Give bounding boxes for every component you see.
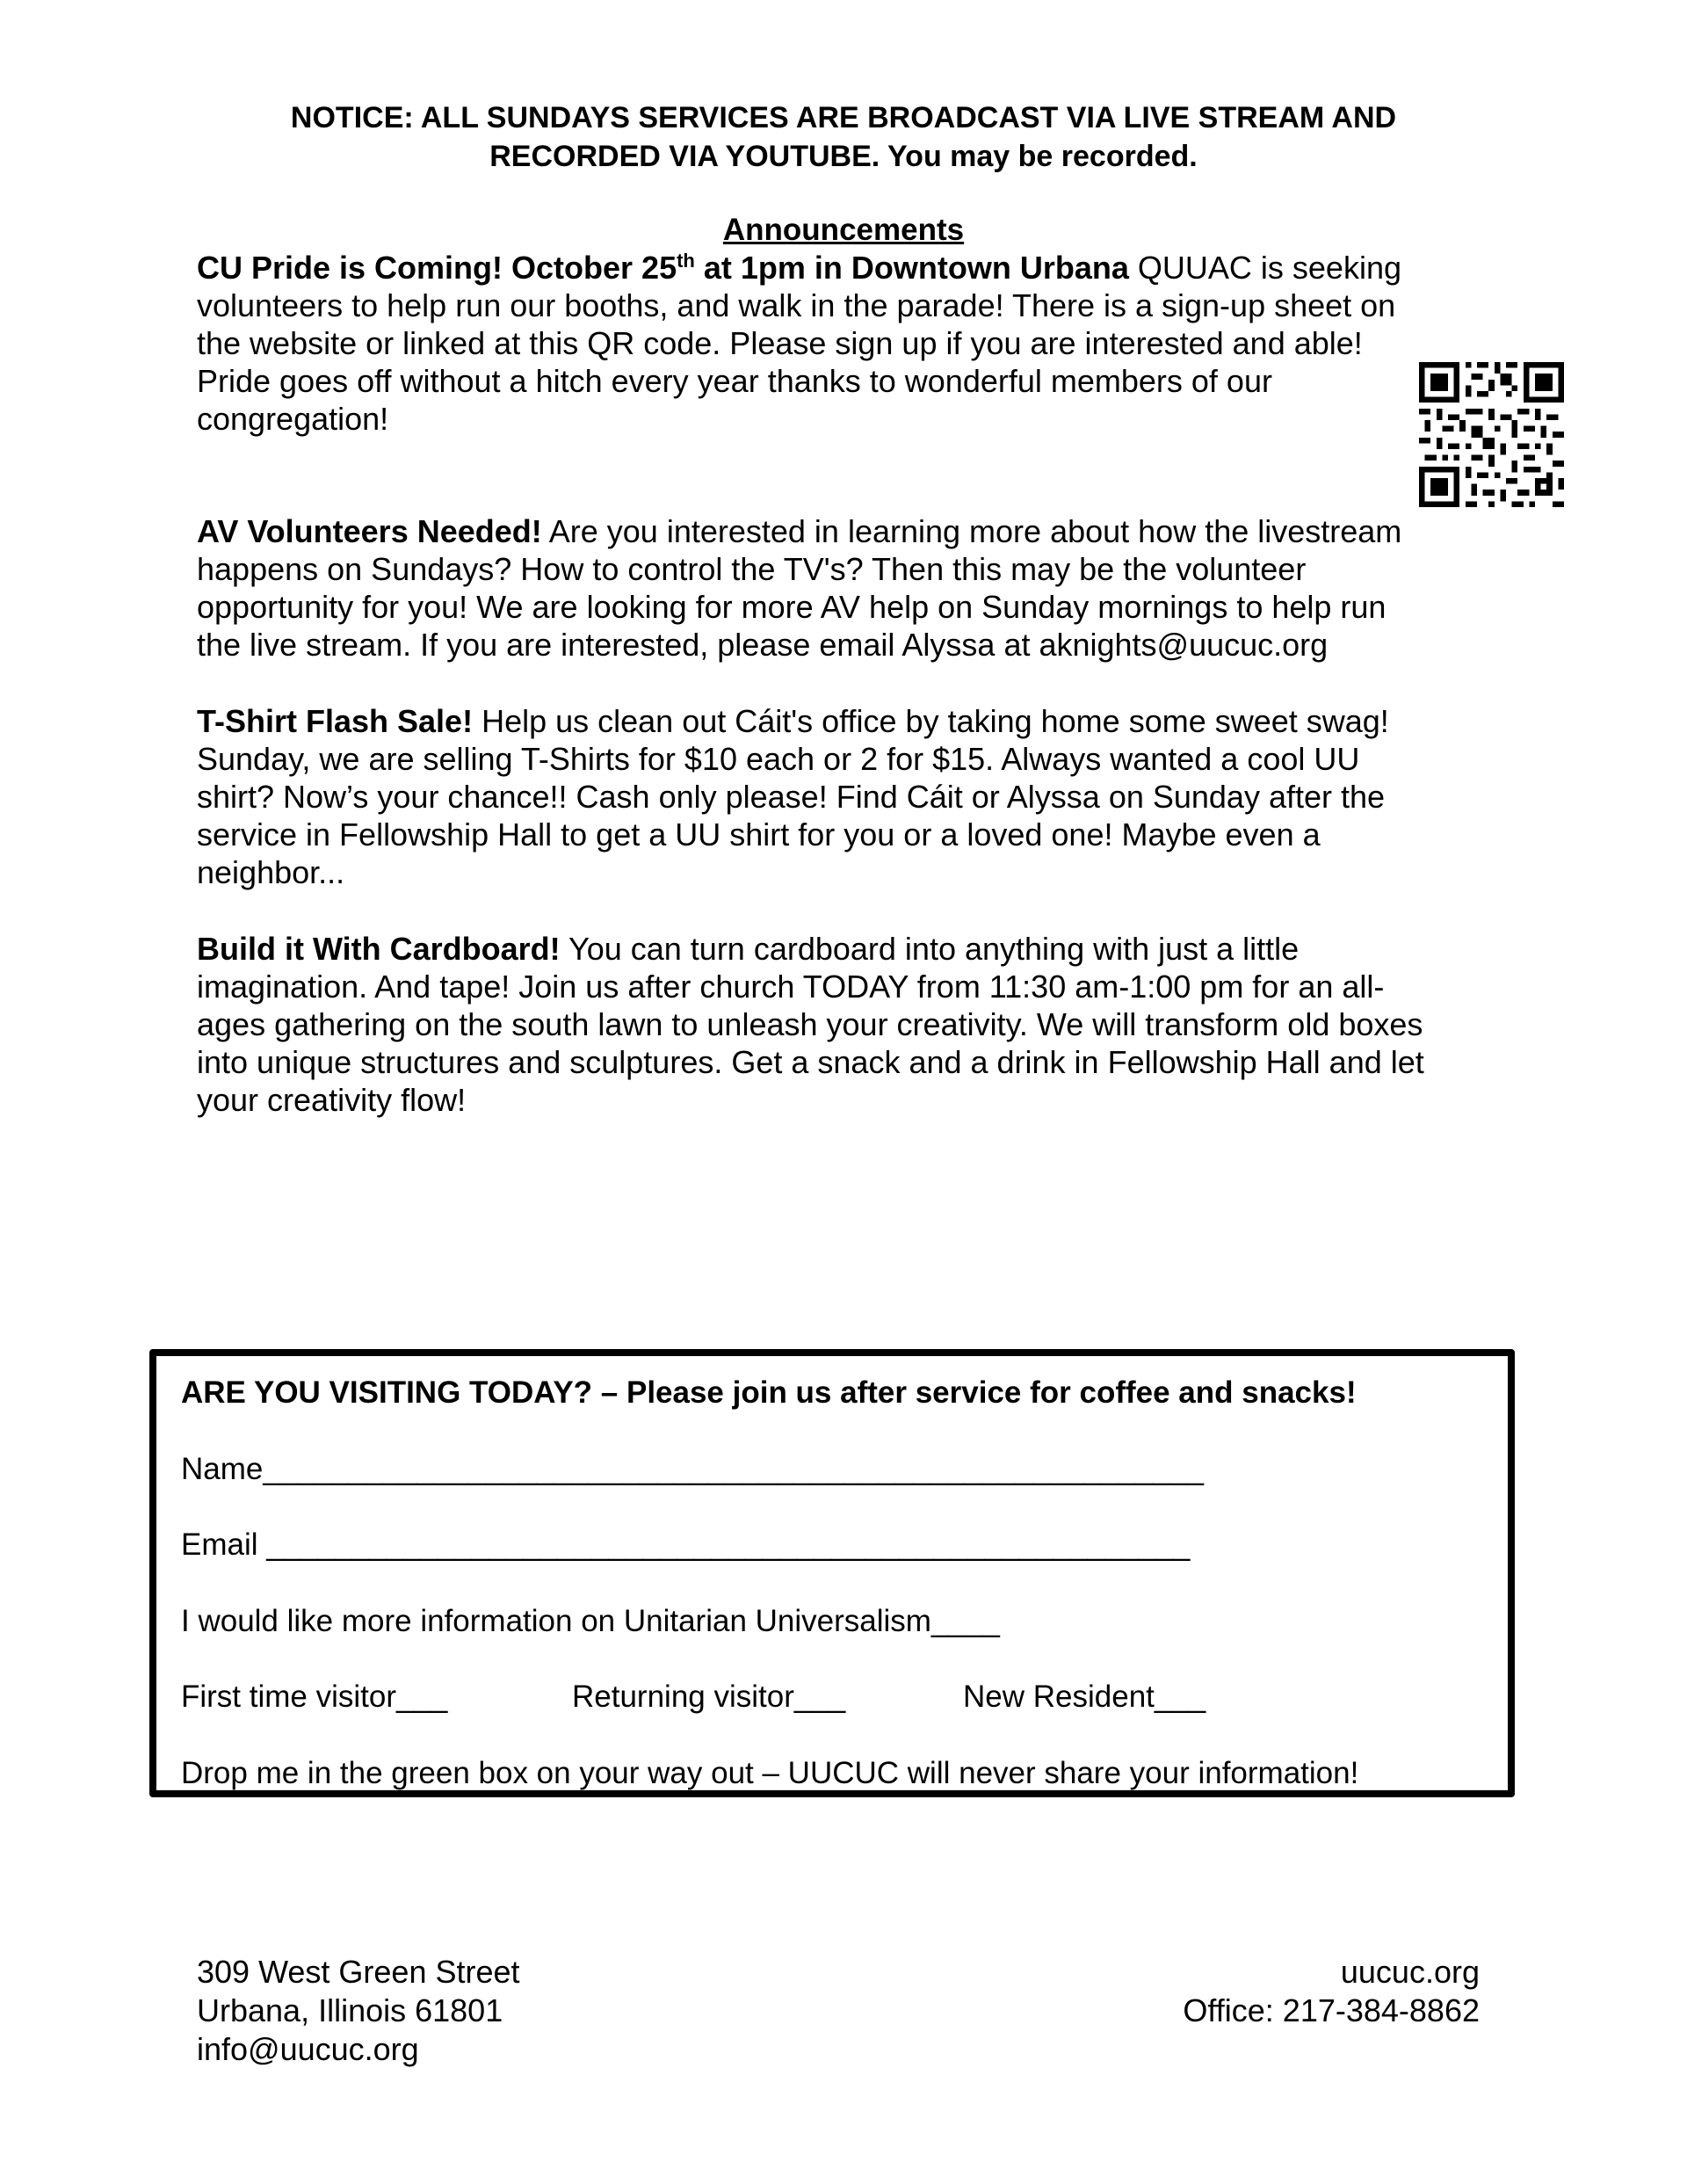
pride-title: CU Pride is Coming! October 25th at 1pm in Downtown Urbana <box>197 250 1129 286</box>
tshirt-title: T-Shirt Flash Sale! <box>197 703 474 739</box>
website-link[interactable]: uucuc.org <box>1340 1954 1480 1990</box>
notice-line-2: RECORDED VIA YOUTUBE. You may be recorded. <box>489 140 1198 173</box>
returning-visitor-field[interactable]: Returning visitor___ <box>572 1680 846 1714</box>
name-field[interactable]: Name_______________________________________________________ <box>181 1452 1204 1486</box>
pride-announcement: CU Pride is Coming! October 25th at 1pm in Downtown Urbana QUUAC is seeking volunteers to help run our booths, and walk in the parade! There is a sign-up sheet on the website or linked at this QR code. Please sign up if you are interested and able! Pride goes off without a hitch every year thanks to wonderful members of our congregation! <box>197 250 1401 437</box>
cardboard-title: Build it With Cardboard! <box>197 931 561 967</box>
new-resident-field[interactable]: New Resident___ <box>963 1680 1206 1714</box>
livestream-notice <box>176 98 1511 176</box>
office-phone: Office: 217-384-8862 <box>1183 1992 1480 2028</box>
email-field[interactable]: Email ______________________________________________________ <box>181 1527 1191 1562</box>
footer-contact <box>1183 1953 1480 2030</box>
notice-line-1: NOTICE: ALL SUNDAYS SERVICES ARE BROADCAST VIA LIVE STREAM AND <box>290 101 1397 134</box>
av-volunteers-announcement: AV Volunteers Needed! Are you interested in learning more about how the livestream happens on Sundays? How to control the TV's? Then this may be the volunteer opportunity for you! We are looking for more AV help on Sunday mornings to help run the live stream. If you are interested, please email Alyssa at aknights@uucuc.org <box>197 513 1402 663</box>
drop-box-note: Drop me in the green box on your way out – UUCUC will never share your information! <box>181 1756 1359 1790</box>
city-state-zip: Urbana, Illinois 61801 <box>197 1992 503 2028</box>
visitor-card-title: ARE YOU VISITING TODAY? – Please join us after service for coffee and snacks! <box>181 1375 1357 1410</box>
footer-email-link[interactable]: info@uucuc.org <box>197 2031 419 2067</box>
visitor-card <box>149 1349 1515 1797</box>
footer-address <box>197 1953 520 2069</box>
street-address: 309 West Green Street <box>197 1954 520 1990</box>
av-title: AV Volunteers Needed! <box>197 513 542 549</box>
more-info-field[interactable]: I would like more information on Unitarian Universalism____ <box>181 1604 1000 1638</box>
tshirt-sale-announcement: T-Shirt Flash Sale! Help us clean out Cáit's office by taking home some sweet swag! Sunday, we are selling T-Shirts for $10 each or 2 for $15. Always wanted a cool UU shirt? Now’s your chance!! Cash only please! Find Cáit or Alyssa on Sunday after the service in Fellowship Hall to get a UU shirt for you or a loved one! Maybe even a neighbor... <box>197 703 1389 890</box>
signup-qr-code[interactable] <box>1419 362 1564 507</box>
first-time-visitor-field[interactable]: First time visitor___ <box>181 1680 448 1714</box>
cardboard-announcement: Build it With Cardboard! You can turn cardboard into anything with just a little imagination. And tape! Join us after church TODAY from 11:30 am-1:00 pm for an all- ages gathering on the south lawn to unleash your creativity. We will transform old boxes into unique structures and sculptures. Get a snack and a drink in Fellowship Hall and let your creativity flow! <box>197 931 1424 1118</box>
announcements-heading: Announcements <box>722 213 965 247</box>
